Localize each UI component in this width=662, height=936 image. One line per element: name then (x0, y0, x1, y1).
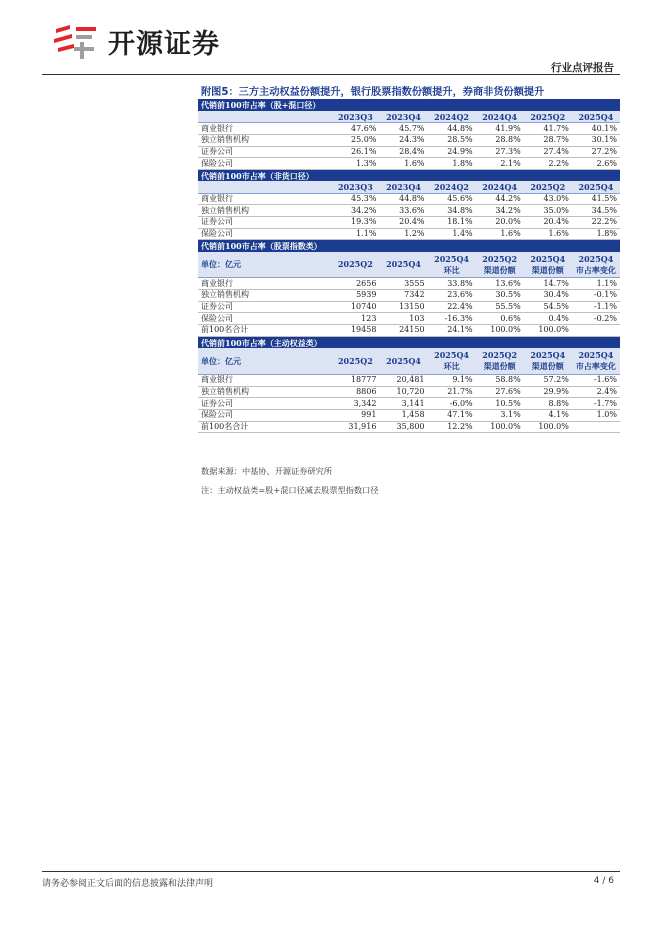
column-header: 2024Q2 (428, 181, 476, 193)
column-header-row (198, 348, 620, 374)
column-header: 2025Q2渠道份额 (476, 348, 524, 374)
row-label: 证券公司 (198, 146, 331, 158)
table-cell: -0.2% (572, 313, 620, 325)
row-label: 保险公司 (198, 409, 331, 421)
table-cell: 45.3% (331, 193, 379, 205)
column-header: 2025Q4市占率变化 (572, 348, 620, 374)
table-cell: 1.1% (331, 228, 379, 240)
table-cell: 1.6% (524, 228, 572, 240)
table-cell: 1.6% (476, 228, 524, 240)
table-cell: 24.1% (428, 325, 476, 337)
data-source: 数据来源：中基协、开源证券研究所 (201, 466, 333, 476)
table-cell: 4.1% (524, 409, 572, 421)
table-cell: 45.7% (379, 123, 427, 135)
table-cell: 1,458 (379, 409, 427, 421)
row-label: 商业银行 (198, 123, 331, 135)
column-header-row (198, 181, 620, 193)
column-header: 2025Q4市占率变化 (572, 252, 620, 278)
table-row (198, 123, 620, 135)
section-title: 代销前100市占率（非货口径） (198, 169, 620, 181)
table-cell: 8.8% (524, 398, 572, 410)
table-cell: 3,342 (331, 398, 379, 410)
table-row (198, 193, 620, 205)
table-cell: 100.0% (476, 421, 524, 433)
table-cell: 22.2% (572, 217, 620, 229)
table-cell: 13.6% (476, 278, 524, 290)
table-cell: 35,800 (379, 421, 427, 433)
figure-title: 附图5：三方主动权益份额提升，银行股票指数份额提升，券商非货份额提升 (201, 87, 545, 98)
table-cell: 2.2% (524, 158, 572, 170)
row-label: 证券公司 (198, 301, 331, 313)
table-cell: 3,141 (379, 398, 427, 410)
unit-label: 单位：亿元 (198, 348, 331, 374)
brand-name: 开源证券 (108, 29, 220, 60)
unit-label (198, 111, 331, 123)
table-cell: 1.2% (379, 228, 427, 240)
report-type: 行业点评报告 (551, 62, 614, 74)
column-header: 2025Q4渠道份额 (524, 252, 572, 278)
table-cell: 24.9% (428, 146, 476, 158)
unit-label: 单位：亿元 (198, 252, 331, 278)
table-cell: 1.6% (379, 158, 427, 170)
table-cell: 41.7% (524, 123, 572, 135)
table-cell: 34.5% (572, 205, 620, 217)
table-cell (572, 421, 620, 433)
table-row (198, 158, 620, 170)
table-cell: 44.8% (428, 123, 476, 135)
table-cell: 55.5% (476, 301, 524, 313)
table-cell: 40.1% (572, 123, 620, 135)
table-cell: 100.0% (524, 421, 572, 433)
table-row (198, 146, 620, 158)
table-row (198, 374, 620, 386)
table-cell: 24150 (379, 325, 427, 337)
table-cell: 20.4% (524, 217, 572, 229)
table-cell: 27.3% (476, 146, 524, 158)
table-cell: 20,481 (379, 374, 427, 386)
table-row (198, 278, 620, 290)
table-cell: 31,916 (331, 421, 379, 433)
table-cell: 35.0% (524, 205, 572, 217)
table-row (198, 421, 620, 433)
row-label: 商业银行 (198, 374, 331, 386)
table-cell: 5939 (331, 290, 379, 302)
table-cell: 47.6% (331, 123, 379, 135)
table-row (198, 217, 620, 229)
row-label: 保险公司 (198, 158, 331, 170)
table-cell: 25.0% (331, 134, 379, 146)
table-cell: 10.5% (476, 398, 524, 410)
footer-divider (42, 871, 620, 872)
table-cell: 3555 (379, 278, 427, 290)
table-cell: 14.7% (524, 278, 572, 290)
table-cell: 30.5% (476, 290, 524, 302)
section-title: 代销前100市占率（股+混口径） (198, 99, 620, 111)
table-cell: -6.0% (428, 398, 476, 410)
row-label: 独立销售机构 (198, 134, 331, 146)
table-cell: 13150 (379, 301, 427, 313)
column-header: 2025Q4环比 (428, 252, 476, 278)
table-row (198, 301, 620, 313)
table-row (198, 228, 620, 240)
table-cell: 0.4% (524, 313, 572, 325)
table-cell: 30.1% (572, 134, 620, 146)
table-cell: 43.0% (524, 193, 572, 205)
table-row (198, 290, 620, 302)
row-label: 商业银行 (198, 193, 331, 205)
table-cell: 1.1% (572, 278, 620, 290)
table-cell: 1.8% (572, 228, 620, 240)
table-cell: 44.8% (379, 193, 427, 205)
column-header: 2023Q4 (379, 111, 427, 123)
table-cell: 23.6% (428, 290, 476, 302)
table-cell: 19.3% (331, 217, 379, 229)
column-header: 2024Q4 (476, 181, 524, 193)
table-cell: 100.0% (476, 325, 524, 337)
table-cell: 123 (331, 313, 379, 325)
table-cell: 33.6% (379, 205, 427, 217)
section-title-row (198, 240, 620, 252)
row-label: 独立销售机构 (198, 386, 331, 398)
table-cell: 3.1% (476, 409, 524, 421)
table-cell: 45.6% (428, 193, 476, 205)
column-header-row (198, 252, 620, 278)
table-row (198, 409, 620, 421)
column-header: 2025Q2 (331, 348, 379, 374)
table-cell (572, 325, 620, 337)
unit-label (198, 181, 331, 193)
table-cell: 18777 (331, 374, 379, 386)
row-label: 独立销售机构 (198, 290, 331, 302)
table-cell: 20.4% (379, 217, 427, 229)
table-row (198, 398, 620, 410)
table-cell: 2656 (331, 278, 379, 290)
table-cell: 34.2% (476, 205, 524, 217)
section-title-row (198, 99, 620, 111)
column-header: 2025Q4 (379, 252, 427, 278)
page-number: 4 / 6 (593, 876, 614, 886)
table-cell: 20.0% (476, 217, 524, 229)
row-label: 商业银行 (198, 278, 331, 290)
row-label: 保险公司 (198, 313, 331, 325)
table-cell: -1.6% (572, 374, 620, 386)
row-label: 证券公司 (198, 217, 331, 229)
column-header: 2025Q4渠道份额 (524, 348, 572, 374)
table-cell: 41.5% (572, 193, 620, 205)
table-cell: 7342 (379, 290, 427, 302)
table-cell: 1.8% (428, 158, 476, 170)
table-cell: 28.7% (524, 134, 572, 146)
column-header: 2025Q4环比 (428, 348, 476, 374)
table-cell: 28.8% (476, 134, 524, 146)
table-row (198, 313, 620, 325)
brand-logo-icon (52, 23, 100, 61)
table-cell: 57.2% (524, 374, 572, 386)
column-header: 2023Q3 (331, 181, 379, 193)
table-cell: 22.4% (428, 301, 476, 313)
table-cell: 100.0% (524, 325, 572, 337)
table-cell: -1.7% (572, 398, 620, 410)
column-header-row (198, 111, 620, 123)
table-cell: 0.6% (476, 313, 524, 325)
row-label: 独立销售机构 (198, 205, 331, 217)
table-cell: 12.2% (428, 421, 476, 433)
table-cell: 29.9% (524, 386, 572, 398)
footer-disclaimer: 请务必参阅正文后面的信息披露和法律声明 (42, 879, 214, 889)
table-note: 注：主动权益类=股+混口径减去股票型指数口径 (201, 485, 379, 495)
section-title-row (198, 336, 620, 348)
header-divider (42, 74, 620, 75)
table-cell: 27.2% (572, 146, 620, 158)
table-cell: 10,720 (379, 386, 427, 398)
table-cell: 1.3% (331, 158, 379, 170)
row-label: 证券公司 (198, 398, 331, 410)
table-cell: 33.8% (428, 278, 476, 290)
table-cell: 2.4% (572, 386, 620, 398)
table-cell: 8806 (331, 386, 379, 398)
row-label: 前100名合计 (198, 421, 331, 433)
table-cell: 47.1% (428, 409, 476, 421)
column-header: 2025Q2 (524, 111, 572, 123)
table-cell: 2.1% (476, 158, 524, 170)
section-title-row (198, 169, 620, 181)
column-header: 2025Q4 (379, 348, 427, 374)
column-header: 2025Q4 (572, 111, 620, 123)
data-table (198, 99, 620, 433)
column-header: 2024Q2 (428, 111, 476, 123)
table-cell: 10740 (331, 301, 379, 313)
table-cell: 103 (379, 313, 427, 325)
table-row (198, 386, 620, 398)
table-cell: -1.1% (572, 301, 620, 313)
table-cell: 2.6% (572, 158, 620, 170)
table-cell: 991 (331, 409, 379, 421)
table-cell: 54.5% (524, 301, 572, 313)
table-cell: 28.4% (379, 146, 427, 158)
section-title: 代销前100市占率（股票指数类） (198, 240, 620, 252)
table-cell: 34.2% (331, 205, 379, 217)
row-label: 保险公司 (198, 228, 331, 240)
table-cell: 1.0% (572, 409, 620, 421)
table-cell: 27.4% (524, 146, 572, 158)
table-cell: 18.1% (428, 217, 476, 229)
table-cell: -16.3% (428, 313, 476, 325)
table-cell: 34.8% (428, 205, 476, 217)
table-cell: 24.3% (379, 134, 427, 146)
column-header: 2025Q2 (331, 252, 379, 278)
table-cell: 58.8% (476, 374, 524, 386)
table-cell: 1.4% (428, 228, 476, 240)
table-row (198, 205, 620, 217)
column-header: 2023Q4 (379, 181, 427, 193)
table-cell: 30.4% (524, 290, 572, 302)
column-header: 2025Q4 (572, 181, 620, 193)
column-header: 2024Q4 (476, 111, 524, 123)
table-row (198, 134, 620, 146)
row-label: 前100名合计 (198, 325, 331, 337)
column-header: 2025Q2渠道份额 (476, 252, 524, 278)
table-row (198, 325, 620, 337)
table-cell: 27.6% (476, 386, 524, 398)
table-cell: 28.5% (428, 134, 476, 146)
table-cell: 44.2% (476, 193, 524, 205)
column-header: 2025Q2 (524, 181, 572, 193)
table-cell: -0.1% (572, 290, 620, 302)
table-cell: 21.7% (428, 386, 476, 398)
table-cell: 19458 (331, 325, 379, 337)
table-cell: 9.1% (428, 374, 476, 386)
brand-logo (52, 22, 220, 61)
table-cell: 41.9% (476, 123, 524, 135)
section-title: 代销前100市占率（主动权益类） (198, 336, 620, 348)
column-header: 2023Q3 (331, 111, 379, 123)
table-cell: 26.1% (331, 146, 379, 158)
